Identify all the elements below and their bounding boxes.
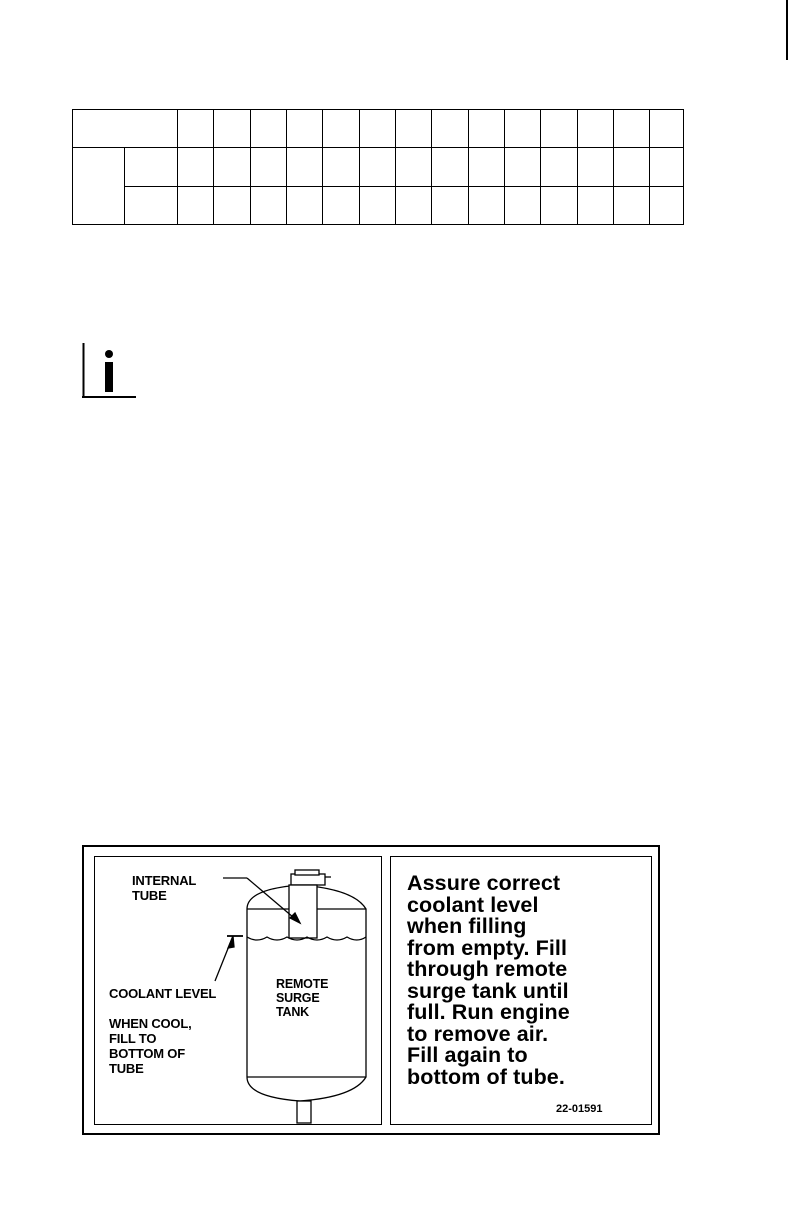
internal-tube-label: INTERNAL TUBE xyxy=(132,873,197,903)
internal-tube-shape xyxy=(289,885,317,938)
instruction-panel xyxy=(390,856,652,1125)
empty-data-table xyxy=(72,109,684,225)
outlet-pipe xyxy=(297,1101,311,1123)
info-icon xyxy=(82,343,138,399)
remote-surge-tank-label: REMOTE SURGE TANK xyxy=(276,977,329,1019)
tank-diagram-panel xyxy=(94,856,382,1125)
fill-instruction-label: WHEN COOL, FILL TO BOTTOM OF TUBE xyxy=(109,1016,192,1076)
part-number: 22-01591 xyxy=(556,1103,603,1115)
table-border xyxy=(73,110,684,225)
coolant-label-panel xyxy=(82,845,660,1135)
coolant-level-label: COOLANT LEVEL xyxy=(109,986,217,1001)
margin-mark xyxy=(786,0,788,60)
filler-cap xyxy=(291,874,325,885)
filler-cap-top xyxy=(295,870,319,875)
coolant-instruction-text: Assure correct coolant level when filling from empty. Fill through remote surge tank until full. Run engine to remove air. Fill again to bottom of tube. xyxy=(407,871,570,1089)
